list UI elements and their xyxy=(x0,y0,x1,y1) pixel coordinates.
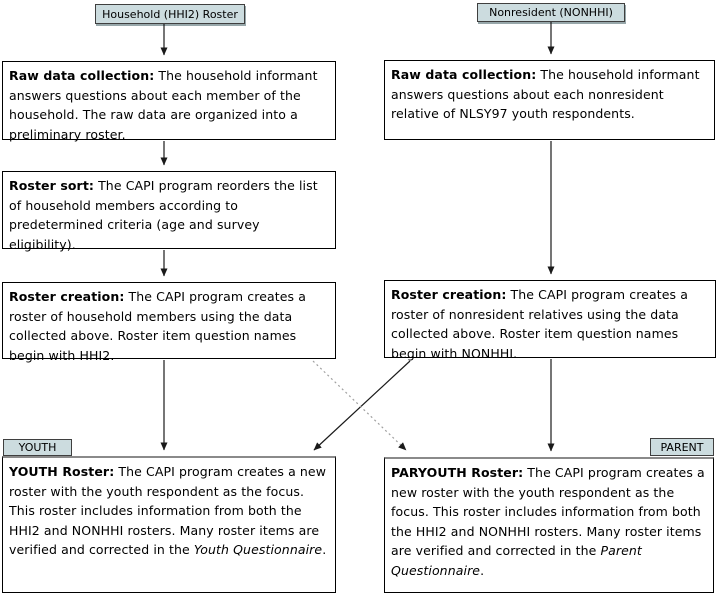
raw-data-collection-left-box xyxy=(2,61,336,140)
youth-roster-lead: YOUTH Roster: xyxy=(9,464,115,479)
roster-creation-right-text: The CAPI program creates a roster of nonresident relatives using the data collected above. Roster item question names begin with NONHHI. xyxy=(391,287,688,361)
roster-sort-lead: Roster sort: xyxy=(9,178,94,193)
roster-creation-right-lead: Roster creation: xyxy=(391,287,507,302)
paryouth-roster-italic: Parent Questionnaire xyxy=(391,543,642,578)
roster-sort-text: The CAPI program reorders the list of household members according to predetermined criteria (age and survey eligibility). xyxy=(9,178,318,252)
paryouth-roster-text: The CAPI program creates a new roster with the youth respondent as the focus. This roster includes information from both the HHI2 and NONHHI rosters. Many roster items are verified and corrected in the xyxy=(391,465,705,558)
roster-creation-left-text: The CAPI program creates a roster of household members using the data collected above. Roster item question names begin with HHI2. xyxy=(9,289,306,363)
paryouth-roster-tail: . xyxy=(480,562,485,578)
roster-creation-left-lead: Roster creation: xyxy=(9,289,125,304)
youth-tab-label: YOUTH xyxy=(18,441,57,454)
youth-roster-italic: Youth Questionnaire xyxy=(193,542,323,557)
youth-roster-box xyxy=(2,456,336,593)
youth-tab xyxy=(3,439,72,456)
household-hhi2-roster-header xyxy=(95,4,245,24)
nonresident-nonhhi-header-label: Nonresident (NONHHI) xyxy=(489,6,613,19)
youth-roster-tail: . xyxy=(322,542,327,557)
raw-data-collection-left-text: The household informant answers questions about each member of the household. The raw data are organized into a preliminary roster. xyxy=(9,68,318,142)
roster-creation-left-box xyxy=(2,282,336,363)
raw-data-collection-right-lead: Raw data collection: xyxy=(391,67,537,82)
roster-creation-right-box xyxy=(384,280,716,361)
roster-sort-box xyxy=(2,171,336,252)
arrow-dotted-creation-left-to-paryouth-roster xyxy=(313,361,406,450)
paryouth-roster-box xyxy=(384,457,714,593)
raw-data-collection-right-text: The household informant answers questions about each nonresident relative of NLSY97 youth respondents. xyxy=(391,67,700,121)
nonresident-nonhhi-header xyxy=(477,3,625,22)
parent-tab-label: PARENT xyxy=(660,440,704,454)
arrow-creation-right-to-youth-roster xyxy=(314,361,410,450)
parent-tab xyxy=(650,438,714,456)
youth-roster-text: The CAPI program creates a new roster with the youth respondent as the focus. This roster includes information from both the HHI2 and NONHHI rosters. Many roster items are verified and corrected in the xyxy=(9,464,327,557)
household-hhi2-roster-header-label: Household (HHI2) Roster xyxy=(102,7,238,21)
raw-data-collection-left-lead: Raw data collection: xyxy=(9,68,155,83)
paryouth-roster-lead: PARYOUTH Roster: xyxy=(391,465,524,480)
raw-data-collection-right-box xyxy=(384,60,715,140)
